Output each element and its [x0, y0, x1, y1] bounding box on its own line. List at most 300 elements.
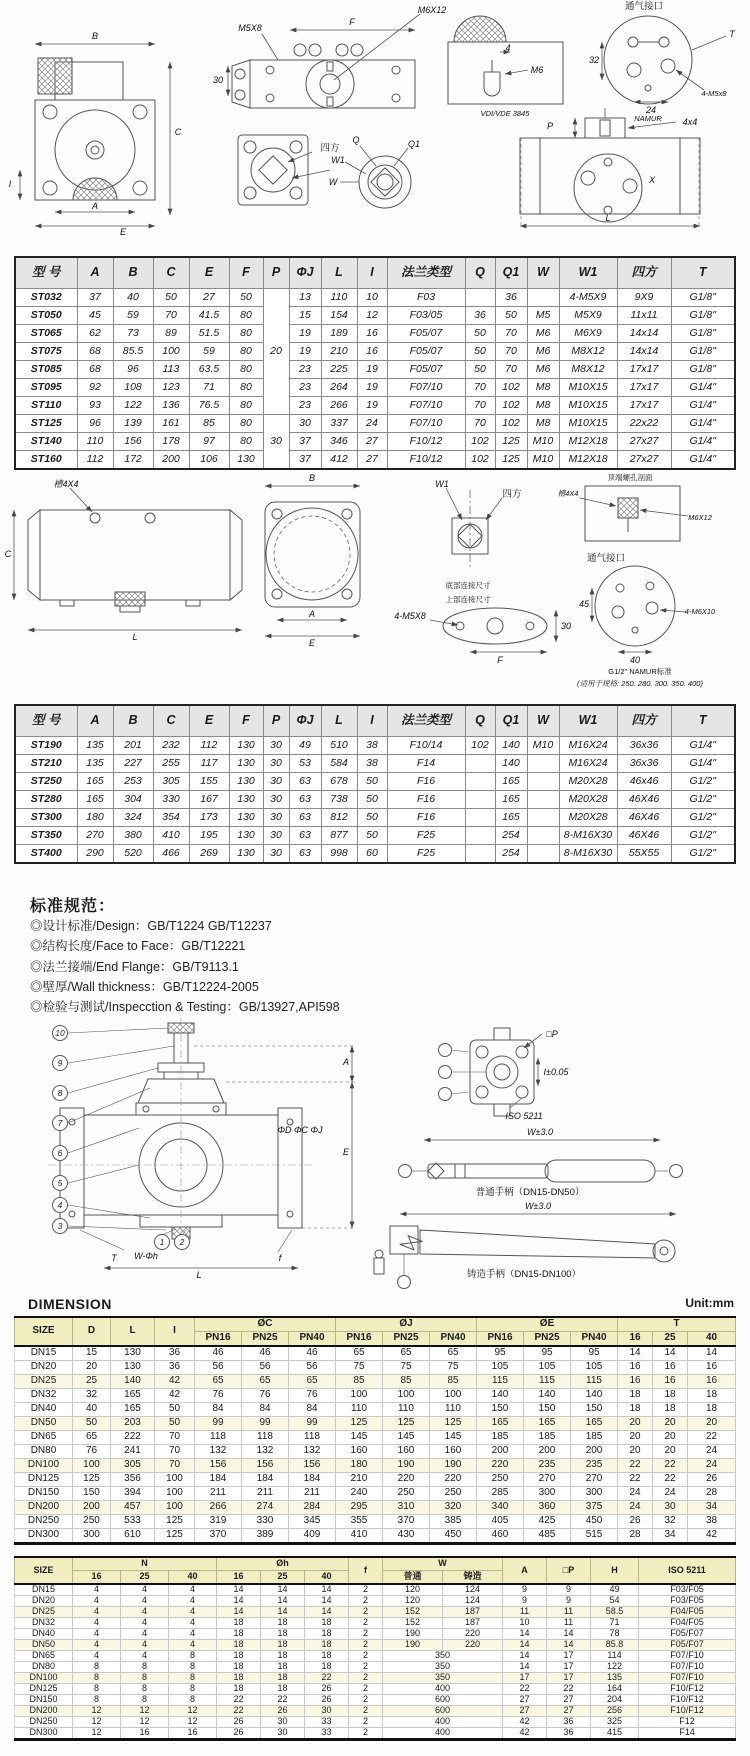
column-header: E	[189, 705, 229, 737]
thread-label-m6x12: M6X12	[417, 5, 447, 15]
table-cell: ST190	[15, 737, 77, 755]
table-row	[15, 1417, 736, 1431]
table-cell: 161	[153, 415, 189, 433]
column-header: ΦJ	[289, 257, 321, 289]
table-cell: DN80	[15, 1445, 73, 1459]
table-cell: 250	[477, 1473, 524, 1487]
table-cell: 14	[547, 1629, 591, 1640]
table-row	[15, 1684, 736, 1695]
table-cell: 18	[261, 1673, 305, 1684]
table-cell: 274	[242, 1501, 289, 1515]
table-cell: 16	[653, 1361, 688, 1375]
table-cell: 9	[547, 1596, 591, 1607]
table-cell: 75	[430, 1361, 477, 1375]
table-cell: 93	[77, 397, 113, 415]
subheader-40: 40	[688, 1332, 736, 1347]
table-cell: 16	[357, 325, 387, 343]
table-cell: M5X9	[559, 307, 617, 325]
table-cell: 18	[653, 1389, 688, 1403]
subheader-25: 25	[261, 1571, 305, 1585]
subheader-pn25: PN25	[383, 1332, 430, 1347]
table-cell: M20X28	[559, 773, 617, 791]
table-cell: 14	[503, 1640, 547, 1651]
table-cell: ST085	[15, 361, 77, 379]
table-row	[15, 1695, 736, 1706]
table-cell: 584	[321, 755, 357, 773]
table-cell: 370	[195, 1529, 242, 1544]
table-cell: 220	[383, 1473, 430, 1487]
table-cell: 187	[443, 1607, 503, 1618]
table-cell: 50	[357, 773, 387, 791]
table-cell: 45	[77, 307, 113, 325]
table-cell: 106	[189, 451, 229, 470]
table-cell: 42	[503, 1717, 547, 1728]
table-cell: 4	[169, 1618, 217, 1629]
table-cell: 22	[217, 1695, 261, 1706]
table-cell: 100	[155, 1487, 195, 1501]
table-cell: 100	[73, 1459, 111, 1473]
table-cell: 211	[242, 1487, 289, 1501]
table-cell: G1/4"	[671, 451, 735, 470]
table-row	[15, 1375, 736, 1389]
dim-label-x: X	[648, 175, 656, 185]
table-cell: 22	[217, 1706, 261, 1717]
table-cell: DN200	[15, 1706, 73, 1717]
table-cell: 345	[289, 1515, 336, 1529]
table-cell: DN150	[15, 1487, 73, 1501]
table-cell: M8	[527, 379, 559, 397]
table-cell: 76.5	[189, 397, 229, 415]
table-cell: ST350	[15, 827, 77, 845]
dim-label-w: W	[328, 177, 338, 187]
table-cell: 12	[121, 1717, 169, 1728]
table-cell: 30	[289, 415, 321, 433]
table-cell: ST140	[15, 433, 77, 451]
table-cell: 4	[121, 1584, 169, 1596]
table-cell: DN125	[15, 1684, 73, 1695]
table-cell: 14	[217, 1584, 261, 1596]
table-cell: 36	[547, 1728, 591, 1740]
table-cell: 50	[229, 289, 263, 307]
table-cell: 76	[289, 1389, 336, 1403]
table-cell: F04/F05	[639, 1618, 736, 1629]
table-cell: 115	[571, 1375, 618, 1389]
table-cell: 85.5	[113, 343, 153, 361]
table-cell: 95	[524, 1346, 571, 1361]
table-cell: 9	[503, 1596, 547, 1607]
column-header: Q1	[495, 257, 527, 289]
column-header: P	[263, 705, 289, 737]
table-cell: 510	[321, 737, 357, 755]
table-cell: 330	[242, 1515, 289, 1529]
table-row	[15, 415, 735, 433]
table-cell: 4	[121, 1596, 169, 1607]
table-cell: 33	[305, 1728, 349, 1740]
table-cell: DN50	[15, 1417, 73, 1431]
table-cell: 37	[77, 289, 113, 307]
dim-label-b: B	[91, 31, 99, 41]
table-cell: 12	[169, 1717, 217, 1728]
dim-label-c: C	[4, 549, 12, 559]
table-cell: 18	[217, 1651, 261, 1662]
table-cell: 4	[73, 1629, 121, 1640]
table-cell: 14	[618, 1346, 653, 1361]
table-row	[15, 451, 735, 470]
column-header: E	[189, 257, 229, 289]
iso-5211-label: ISO 5211	[505, 1111, 543, 1121]
table-cell: 38	[357, 755, 387, 773]
table-cell: ST050	[15, 307, 77, 325]
table-cell: 65	[242, 1375, 289, 1389]
table-cell: 42	[155, 1389, 195, 1403]
table-cell: ST160	[15, 451, 77, 470]
table-header	[15, 257, 735, 289]
dim-label-w1: W1	[435, 479, 449, 489]
dim-label-30: 30	[560, 621, 572, 631]
table-cell: 25	[73, 1375, 111, 1389]
dim-label-e: E	[308, 638, 316, 648]
table-cell: 485	[524, 1529, 571, 1544]
table-cell: 102	[495, 415, 527, 433]
table-row	[15, 1473, 736, 1487]
table-cell: 130	[229, 791, 263, 809]
table-cell: 4	[169, 1629, 217, 1640]
table-cell: F10/F12	[639, 1684, 736, 1695]
table-cell: M6	[527, 361, 559, 379]
table-cell: 150	[73, 1487, 111, 1501]
table-cell: 450	[571, 1515, 618, 1529]
table-cell: 600	[383, 1706, 503, 1717]
table-cell: M6	[527, 343, 559, 361]
table-cell: 18	[261, 1640, 305, 1651]
table-cell: 13	[289, 289, 321, 307]
table-row	[15, 1431, 736, 1445]
table-cell: 32	[73, 1389, 111, 1403]
table-cell: 71	[591, 1618, 639, 1629]
column-header: A	[77, 257, 113, 289]
dim-label-24: 24	[645, 105, 657, 115]
table-cell: F25	[387, 827, 465, 845]
table-cell: 14	[688, 1346, 736, 1361]
table-cell: 70	[155, 1459, 195, 1473]
table-cell: 18	[217, 1618, 261, 1629]
table-cell: G1/8"	[671, 343, 735, 361]
table-cell: 85	[189, 415, 229, 433]
column-header: 四方	[617, 705, 671, 737]
part-balloon-icon	[397, 1275, 411, 1289]
slot-label-4x4: 4x4	[682, 117, 698, 127]
table-cell: G1/4"	[671, 433, 735, 451]
standard-item: ◎壁厚/Wall thickness：GB/T12224-2005	[30, 979, 259, 994]
table-row	[15, 1346, 736, 1361]
table-cell: 65	[195, 1375, 242, 1389]
table-cell: 16	[169, 1728, 217, 1740]
table-cell: 14	[261, 1607, 305, 1618]
table-cell: 49	[591, 1584, 639, 1596]
table-cell: 190	[383, 1629, 443, 1640]
table-cell: 8	[169, 1684, 217, 1695]
thread-label-m5x8: M5X8	[238, 23, 262, 33]
dim-label-l: L	[132, 632, 138, 642]
table-cell: 120	[383, 1584, 443, 1596]
table-cell: F16	[387, 809, 465, 827]
table-cell: G1/4"	[671, 737, 735, 755]
table-cell: ST095	[15, 379, 77, 397]
table-cell: 19	[357, 379, 387, 397]
table-cell	[527, 289, 559, 307]
table-row	[15, 1445, 736, 1459]
subheader-pn40: PN40	[571, 1332, 618, 1347]
subheader-pn25: PN25	[524, 1332, 571, 1347]
table-cell: 18	[261, 1629, 305, 1640]
table-cell: 145	[336, 1431, 383, 1445]
table-cell: 4	[121, 1640, 169, 1651]
table-cell: 130	[229, 827, 263, 845]
table-cell: 14	[261, 1596, 305, 1607]
table-row	[15, 1717, 736, 1728]
table-cell: 412	[321, 451, 357, 470]
table-cell: 70	[153, 307, 189, 325]
table-cell: 62	[77, 325, 113, 343]
table-cell: 36	[465, 307, 495, 325]
col-header-iso5211: ISO 5211	[639, 1557, 736, 1584]
unit-label: Unit:mm	[685, 1296, 734, 1310]
table-cell: 70	[495, 325, 527, 343]
table-cell: 8	[169, 1662, 217, 1673]
table-cell: 2	[349, 1618, 383, 1629]
table-cell: 152	[383, 1607, 443, 1618]
table-cell: 19	[289, 343, 321, 361]
table-cell: 370	[383, 1515, 430, 1529]
table-cell: 50	[153, 289, 189, 307]
table-cell: 394	[111, 1487, 155, 1501]
table-row	[15, 1487, 736, 1501]
dim-label-b: B	[308, 473, 316, 483]
namur-label: NAMUR	[634, 114, 662, 123]
table-cell: 30	[263, 415, 289, 470]
table-cell: F16	[387, 773, 465, 791]
table-cell: 32	[653, 1515, 688, 1529]
table-cell: 24	[688, 1445, 736, 1459]
table-cell: 4-M5X9	[559, 289, 617, 307]
table-cell: 80	[229, 361, 263, 379]
table-cell: 2	[349, 1596, 383, 1607]
table-cell: 46X46	[617, 791, 671, 809]
table-cell: 46	[289, 1346, 336, 1361]
table-cell: 30	[263, 809, 289, 827]
table-cell: 256	[591, 1706, 639, 1717]
bolt-label-4m6x10: 4-M6X10	[684, 607, 716, 616]
table-cell: 30	[263, 773, 289, 791]
table-cell: M10	[527, 451, 559, 470]
table-cell: G1/4"	[671, 755, 735, 773]
table-row	[15, 809, 735, 827]
table-cell: 254	[495, 827, 527, 845]
table-cell: 200	[73, 1501, 111, 1515]
table-cell: 160	[336, 1445, 383, 1459]
table-cell: 14	[305, 1596, 349, 1607]
table-cell: 37	[289, 451, 321, 470]
table-cell: 114	[591, 1651, 639, 1662]
table-cell: 130	[229, 845, 263, 864]
table-cell: 125	[336, 1417, 383, 1431]
table-cell: 130	[111, 1361, 155, 1375]
table-cell: 30	[261, 1717, 305, 1728]
col-header-oc: ØC	[195, 1317, 336, 1332]
table-cell: DN250	[15, 1717, 73, 1728]
dim-label-c: C	[174, 127, 182, 137]
table-cell: 20	[618, 1431, 653, 1445]
table-cell: 4	[121, 1618, 169, 1629]
table-cell: M8	[527, 397, 559, 415]
table-cell: 678	[321, 773, 357, 791]
table-cell: 70	[495, 343, 527, 361]
table-cell: 2	[349, 1651, 383, 1662]
col-header-i: I	[155, 1317, 195, 1346]
table-cell: 270	[571, 1473, 618, 1487]
table-cell: 17	[547, 1673, 591, 1684]
table-cell: DN40	[15, 1629, 73, 1640]
table-cell: F16	[387, 791, 465, 809]
table-cell: ST280	[15, 791, 77, 809]
column-header: 型 号	[15, 257, 77, 289]
part-balloon: 10	[52, 1025, 68, 1041]
subheader-pn25: PN25	[242, 1332, 289, 1347]
table-cell: 73	[113, 325, 153, 343]
table-cell: 18	[217, 1640, 261, 1651]
table-cell: 156	[242, 1459, 289, 1473]
table-header	[15, 1317, 736, 1346]
table-cell: 450	[430, 1529, 477, 1544]
table-cell: 22	[261, 1695, 305, 1706]
table-row	[15, 1596, 736, 1607]
table-cell: 190	[383, 1459, 430, 1473]
cast-handle-caption: 铸造手柄（DN15-DN100）	[466, 1269, 582, 1280]
actuator-spec-table-small	[14, 256, 736, 470]
table-cell: 132	[289, 1445, 336, 1459]
table-cell: 80	[229, 433, 263, 451]
part-balloon-icon	[669, 1164, 683, 1178]
actuator-spec-table-large	[14, 704, 736, 864]
table-cell: 220	[443, 1640, 503, 1651]
table-cell: ST250	[15, 773, 77, 791]
table-cell: 24	[688, 1459, 736, 1473]
table-cell: F10/12	[387, 451, 465, 470]
table-cell: M20X28	[559, 791, 617, 809]
table-cell: 42	[155, 1375, 195, 1389]
table-cell: 112	[189, 737, 229, 755]
table-cell: 204	[591, 1695, 639, 1706]
plain-handle-caption: 普通手柄（DN15-DN50）	[475, 1187, 585, 1198]
table-cell: 220	[430, 1473, 477, 1487]
table-cell: 118	[242, 1431, 289, 1445]
col-header-t: T	[618, 1317, 736, 1332]
dim-label-p: P	[546, 121, 554, 131]
table-cell: 160	[383, 1445, 430, 1459]
column-header: 法兰类型	[387, 257, 465, 289]
table-cell: 28	[688, 1487, 736, 1501]
column-header: 型 号	[15, 705, 77, 737]
table-cell	[465, 809, 495, 827]
table-cell: 600	[383, 1695, 503, 1706]
table-cell: 18	[261, 1662, 305, 1673]
table-cell: G1/2"	[671, 827, 735, 845]
table-cell: 324	[113, 809, 153, 827]
table-cell: 200	[477, 1445, 524, 1459]
table-cell: 36	[495, 289, 527, 307]
table-cell: 4	[73, 1607, 121, 1618]
table-cell: 18	[618, 1403, 653, 1417]
table-cell: 165	[111, 1403, 155, 1417]
table-cell: M5	[527, 307, 559, 325]
table-cell: 4	[73, 1596, 121, 1607]
table-cell: 8	[169, 1651, 217, 1662]
table-cell: 140	[477, 1389, 524, 1403]
table-cell: 20	[653, 1417, 688, 1431]
table-cell	[465, 845, 495, 864]
table-cell: DN250	[15, 1515, 73, 1529]
table-cell: 124	[443, 1584, 503, 1596]
table-cell: 178	[153, 433, 189, 451]
table-cell: ST125	[15, 415, 77, 433]
table-cell: 18	[217, 1673, 261, 1684]
table-cell: 189	[321, 325, 357, 343]
table-cell: ST210	[15, 755, 77, 773]
table-cell: 63	[289, 809, 321, 827]
dim-label-45: 45	[578, 599, 590, 609]
table-cell: 232	[153, 737, 189, 755]
table-cell: DN300	[15, 1728, 73, 1740]
table-cell: 27	[503, 1706, 547, 1717]
table-cell: 97	[189, 433, 229, 451]
table-row	[15, 433, 735, 451]
table-cell: 50	[465, 343, 495, 361]
bolt-label-4m5x8: 4-M5X8	[394, 611, 426, 621]
table-cell: 70	[465, 379, 495, 397]
table-cell: 68	[77, 361, 113, 379]
table-cell: 30	[263, 755, 289, 773]
table-cell: 70	[465, 415, 495, 433]
subheader-16: 16	[73, 1571, 121, 1585]
table-cell: DN15	[15, 1584, 73, 1596]
table-cell: 8	[169, 1673, 217, 1684]
table-cell: 56	[242, 1361, 289, 1375]
column-header: W	[527, 257, 559, 289]
table-cell: 80	[229, 343, 263, 361]
part-balloon: 8	[52, 1085, 68, 1101]
table-cell: M10X15	[559, 379, 617, 397]
table-cell	[465, 827, 495, 845]
table-cell	[527, 845, 559, 864]
table-row	[15, 1459, 736, 1473]
bottom-connection-label: 底部连接尺寸	[445, 581, 491, 590]
table-cell: 156	[195, 1459, 242, 1473]
table-cell: 16	[688, 1361, 736, 1375]
table-cell: 264	[321, 379, 357, 397]
table-cell: 42	[688, 1529, 736, 1544]
table-row	[15, 791, 735, 809]
table-cell: 380	[113, 827, 153, 845]
table-cell: 300	[73, 1529, 111, 1544]
table-cell: 211	[289, 1487, 336, 1501]
table-row	[15, 1618, 736, 1629]
table-cell: DN300	[15, 1529, 73, 1544]
table-cell: 27	[357, 451, 387, 470]
table-cell: 2	[349, 1706, 383, 1717]
table-cell: 30	[263, 791, 289, 809]
column-header: W	[527, 705, 559, 737]
table-cell: 18	[217, 1684, 261, 1695]
